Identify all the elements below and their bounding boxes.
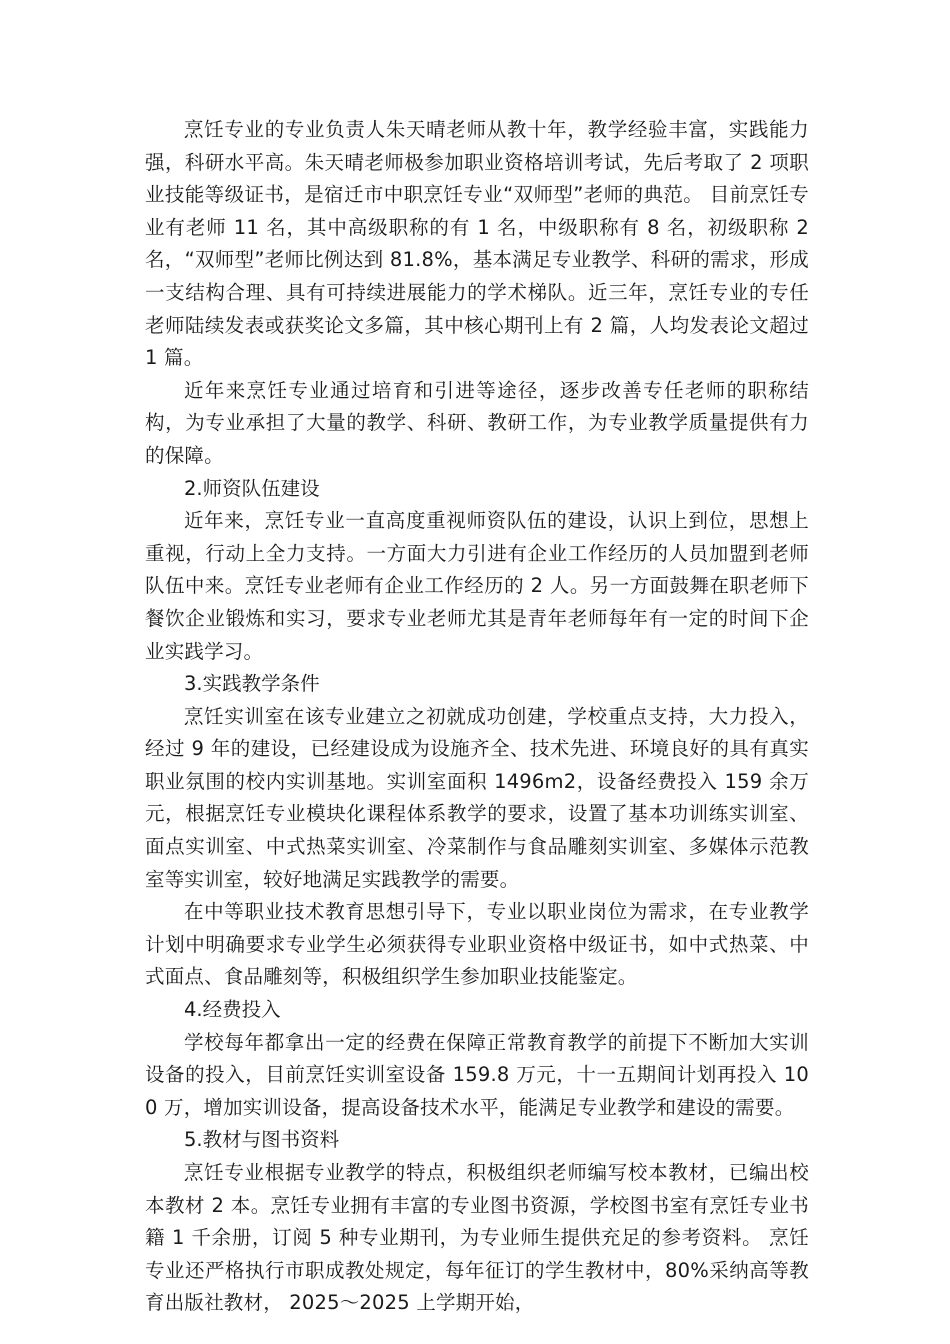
heading-textbooks: 5.教材与图书资料	[184, 1128, 340, 1152]
document-page	[145, 114, 809, 1320]
paragraph-textbooks: 烹饪专业根据专业教学的特点，积极组织老师编写校本教材，已编出校本教材 2 本。烹饪专业拥有丰富的专业图书资源，学校图书室有烹饪专业书籍 1 千余册，订阅 5 种专业期刊，为专业师生提供充足的参考资料。 烹饪专业还严格执行市职成教处规定，每年征订的学生教材中，80%采纳高等教育出版社教材， 2025～2025 上学期开始，	[145, 1161, 809, 1315]
heading-funding: 4.经费投入	[184, 998, 281, 1022]
paragraph-certification: 在中等职业技术教育思想引导下，专业以职业岗位为需求，在专业教学计划中明确要求专业学生必须获得专业职业资格中级证书，如中式热菜、中式面点、食品雕刻等，积极组织学生参加职业技能鉴定。	[145, 900, 809, 989]
paragraph-title-structure: 近年来烹饪专业通过培育和引进等途径，逐步改善专任老师的职称结构，为专业承担了大量的教学、科研、教研工作，为专业教学质量提供有力的保障。	[145, 378, 809, 467]
paragraph-training-room: 烹饪实训室在该专业建立之初就成功创建，学校重点支持，大力投入，经过 9 年的建设，已经建设成为设施齐全、技术先进、环境良好的具有真实职业氛围的校内实训基地。实训室面积 1496m2，设备经费投入 159 余万元，根据烹饪专业模块化课程体系教学的要求，设置了基本功训练实训室、面点实训室、中式热菜实训室、冷菜制作与食品雕刻实训室、多媒体示范教室等实训室，较好地满足实践教学的需要。	[145, 704, 809, 891]
heading-faculty-building: 2.师资队伍建设	[184, 476, 320, 500]
heading-practice-conditions: 3.实践教学条件	[184, 672, 320, 696]
paragraph-faculty-leader: 烹饪专业的专业负责人朱天晴老师从教十年，教学经验丰富，实践能力强，科研水平高。朱天晴老师极参加职业资格培训考试，先后考取了 2 项职业技能等级证书，是宿迁市中职烹饪专业“双师型”老师的典范。 目前烹饪专业有老师 11 名，其中高级职称的有 1 名，中级职称有 8 名，初级职称 2 名，“双师型”老师比例达到 81.8%，基本满足专业教学、科研的需求，形成一支结构合理、具有可持续进展能力的学术梯队。近三年，烹饪专业的专任老师陆续发表或获奖论文多篇，其中核心期刊上有 2 篇，人均发表论文超过 1 篇。	[145, 118, 809, 370]
paragraph-funding: 学校每年都拿出一定的经费在保障正常教育教学的前提下不断加大实训设备的投入，目前烹饪实训室设备 159.8 万元，十一五期间计划再投入 100 万，增加实训设备，提高设备技术水平，能满足专业教学和建设的需要。	[145, 1030, 809, 1119]
paragraph-faculty-building: 近年来，烹饪专业一直高度重视师资队伍的建设，认识上到位，思想上重视，行动上全力支持。一方面大力引进有企业工作经历的人员加盟到老师队伍中来。烹饪专业老师有企业工作经历的 2 人。另一方面鼓舞在职老师下餐饮企业锻炼和实习，要求专业老师尤其是青年老师每年有一定的时间下企业实践学习。	[145, 509, 809, 663]
